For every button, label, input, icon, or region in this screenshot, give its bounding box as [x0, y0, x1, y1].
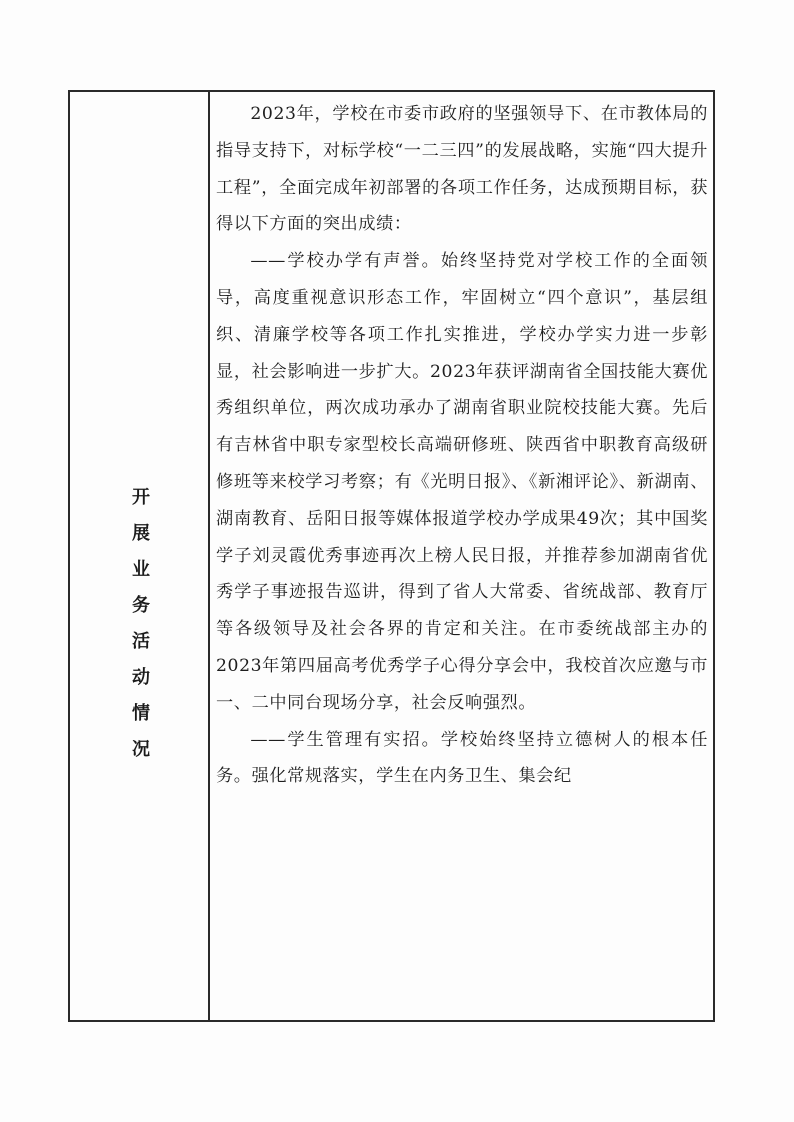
- column-divider: [208, 90, 210, 1022]
- paragraph-intro: 2023年，学校在市委市政府的坚强领导下、在市教体局的指导支持下，对标学校“一二三四”的发展战略，实施“四大提升工程”，全面完成年初部署的各项工作任务，达成预期目标，获得以下方面的突出成绩：: [216, 104, 708, 235]
- paragraph-school-reputation: ——学校办学有声誉。始终坚持党对学校工作的全面领导，高度重视意识形态工作，牢固树立“四个意识”，基层组织、清廉学校等各项工作扎实推进，学校办学实力进一步彰显，社会影响进一步扩大。2023年获评湖南省全国技能大赛优秀组织单位，两次成功承办了湖南省职业院校技能大赛。先后有吉林省中职专家型校长高端研修班、陕西省中职教育高级研修班等来校学习考察；有《光明日报》、《新湘评论》、新湖南、湖南教育、岳阳日报等媒体报道学校办学成果49次；其中国奖学子刘灵霞优秀事迹再次上榜人民日报，并推荐参加湖南省优秀学子事迹报告巡讲，得到了省人大常委、省统战部、教育厅等各级领导及社会各界的肯定和关注。在市委统战部主办的2023年第四届高考优秀学子心得分享会中，我校首次应邀与市一、二中同台现场分享，社会反响强烈。: [216, 251, 708, 713]
- label-cell: [70, 92, 208, 1020]
- content-cell: [216, 96, 708, 1014]
- paragraph-student-management: ——学生管理有实招。学校始终坚持立德树人的根本任务。强化常规落实，学生在内务卫生、集会纪: [216, 729, 708, 787]
- row-label: 开展业务活动情况: [129, 487, 150, 775]
